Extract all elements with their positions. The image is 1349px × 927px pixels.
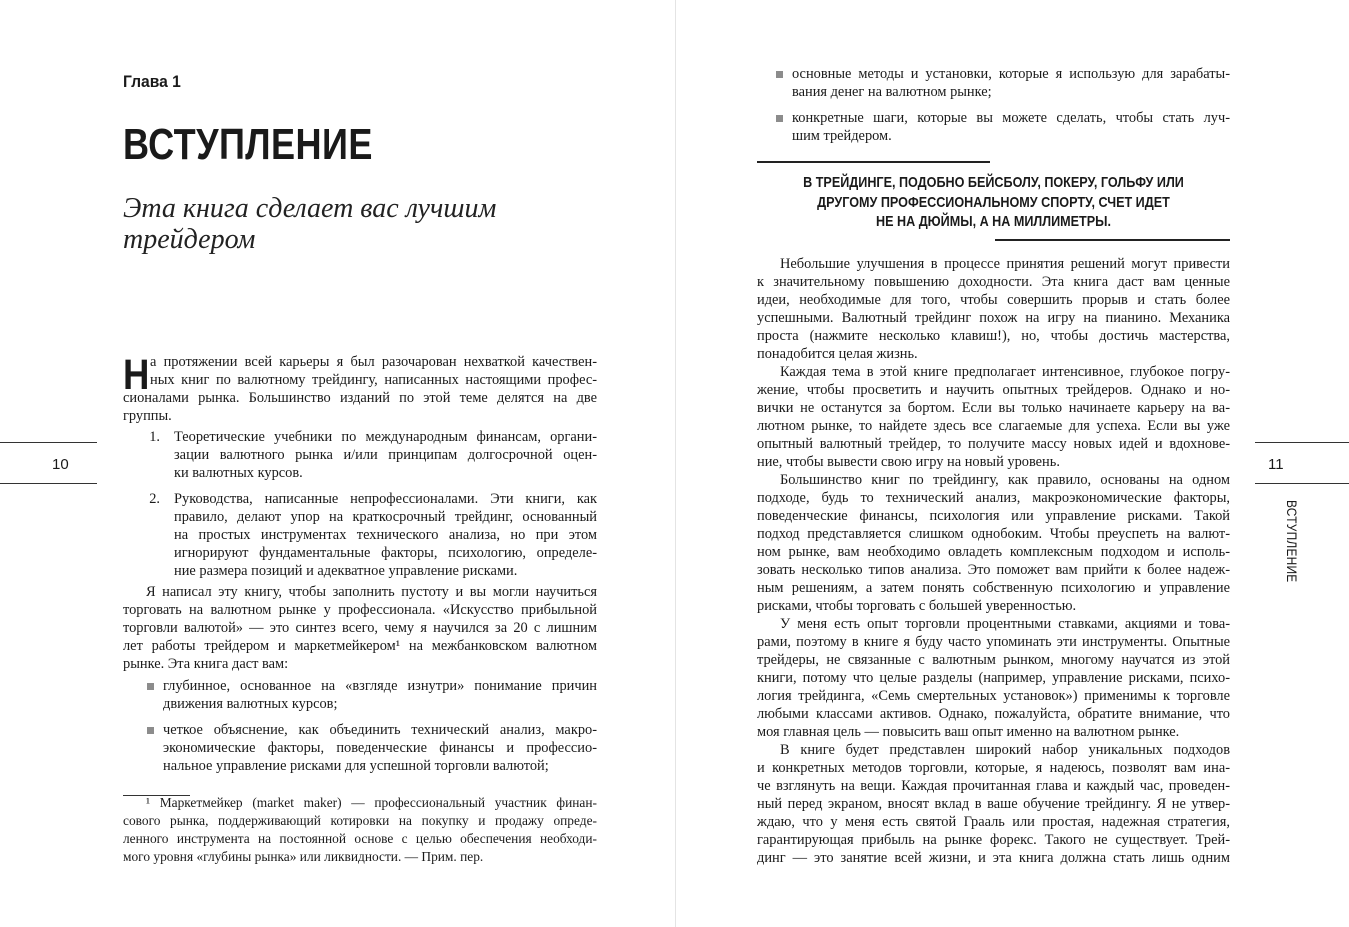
running-head: ВСТУПЛЕНИЕ (1284, 500, 1300, 583)
text-line: торговли валютой» — это синтез всего, чему я научился за 20 с лишним (123, 620, 597, 636)
text-line: проста (нажмите несколько клавиш!), но, чтобы достичь мастерства, (757, 328, 1230, 344)
text-line: че взглянуть на вещи. Каждая прочитанная глава и каждый час, проведен- (757, 778, 1230, 794)
text-line: динг — это занятие всей жизни, и эта книга должна стать лишь одним (757, 850, 1230, 866)
text-line: группы. (123, 408, 172, 424)
page-number: 10 (52, 456, 69, 473)
body-paragraph (757, 363, 1230, 471)
text-line: шим трейдером. (792, 128, 892, 144)
page-gutter (675, 0, 676, 927)
text-line: правило, делают упор на краткосрочный трейдинг, основанный (174, 509, 597, 525)
text-line: зовать несколько типов анализа. Это поможет вам прийти к более надеж- (757, 562, 1230, 578)
text-line: ки валютных курсов. (174, 465, 303, 481)
drop-cap: Н (123, 351, 150, 399)
bullet-list (776, 65, 1230, 145)
text-line: Теоретические учебники по международным финансам, органи- (174, 429, 597, 445)
bullet-list (147, 677, 597, 775)
text-line: сионалами рынка. Большинство изданий по этой теме делятся на две (123, 390, 597, 406)
page-number-rule-bottom (0, 483, 97, 484)
page-number-rule-bottom (1255, 483, 1349, 484)
text-line: глубинное, основанное на «взгляде изнутри» понимание причин (163, 678, 597, 694)
text-line: вички не останутся за бортом. Если вы только начинаете карьеру на ва- (757, 400, 1230, 416)
text-line: В книге будет представлен широкий набор уникальных подходов (780, 742, 1230, 758)
bullet-item (147, 721, 597, 775)
text-line: У меня есть опыт торговли процентными ставками, акциями и това- (780, 616, 1230, 632)
text-line: подход представляется слишком однобоким. Чтобы преуспеть на валют- (757, 526, 1230, 542)
bullet-item (147, 677, 597, 713)
text-line: жение, чтобы просветить и научить опытных трейдеров. Однако и но- (757, 382, 1230, 398)
text-line: ленного инструмента на постоянной основе с целью обеспечения необходи- (123, 831, 597, 846)
pull-quote-rule-top (757, 161, 990, 163)
text-line: на простых инструментах технического анализа, но при этом (174, 527, 597, 543)
text-line: Небольшие улучшения в процессе принятия решений могут привести (780, 256, 1230, 272)
text-line: ном рынке, вам необходимо овладеть комплексным подходом и исполь- (757, 544, 1230, 560)
text-line: понадобится целая жизнь. (757, 346, 918, 362)
numbered-list (150, 428, 597, 580)
text-line: моя главная цель — повысить ваш опыт именно на валютном рынке. (757, 724, 1180, 740)
page-number: 11 (1268, 456, 1284, 473)
text-line: лет работы трейдером и маркетмейкером¹ на межбанковском валютном (123, 638, 597, 654)
text-line: книги, потому что целые разделы (например, управление рисками, психо- (757, 670, 1230, 686)
pull-quote (795, 173, 1192, 232)
text-line: зации валютного рынка и/или принципам долгосрочной оцен- (174, 447, 597, 463)
text-line: движения валютных курсов; (163, 696, 338, 712)
bullet-item (776, 109, 1230, 145)
text-line: рынке. Эта книга даст вам: (123, 656, 289, 672)
text-line: экономические факторы, поведенческие финансы и профессио- (163, 740, 597, 756)
square-bullet-icon (776, 115, 783, 122)
bullet-item (776, 65, 1230, 101)
text-line: рами, поэтому в книге я буду часто упоминать эти инструменты. Опытные (757, 634, 1230, 650)
text-line: опытный валютный трейдер, то получите массу новых идей и вдохнове- (757, 436, 1230, 452)
intro-paragraph (123, 353, 597, 425)
text-line: игнорируют фундаментальные факторы, психологию, определе- (174, 545, 597, 561)
numbered-list-item (150, 490, 597, 580)
text-line: ние, чтобы вывести свою игру на новый уровень. (757, 454, 1060, 470)
text-line: Руководства, написанные непрофессионалами. Эти книги, как (174, 491, 597, 507)
text-line: Большинство книг по трейдингу, как правило, основаны на одном (780, 472, 1230, 488)
text-line: ние размера позиций и адекватное управление рисками. (174, 563, 518, 579)
chapter-label: Глава 1 (123, 72, 181, 91)
body-paragraph (757, 255, 1230, 363)
text-line: Я написал эту книгу, чтобы заполнить пустоту и вы могли научиться (146, 584, 597, 600)
pull-quote-rule-bottom (995, 239, 1230, 241)
page-number-rule-top (1255, 442, 1349, 443)
body-paragraph (757, 615, 1230, 741)
body-paragraph (757, 741, 1230, 867)
text-line: конкретные шаги, которые вы можете сделать, чтобы стать луч- (792, 110, 1230, 126)
text-line: ным решениям, а затем понять собственную психологию и управление (757, 580, 1230, 596)
subtitle-line: трейдером (123, 224, 256, 255)
footnote (123, 794, 597, 866)
text-line: Каждая тема в этой книге предполагает интенсивное, глубокое погру- (780, 364, 1230, 380)
text-line: поведенческие финансы, психология или управление рисками. Такой (757, 508, 1230, 524)
text-line: гарантирующая прибыль на рынке форекс. Такого не существует. Трей- (757, 832, 1230, 848)
text-line: торговать на валютном рынке у профессионала. «Искусство прибыльной (123, 602, 597, 618)
text-line: а протяжении всей карьеры я был разочарован нехваткой качествен- (150, 354, 597, 370)
text-line: четкое объяснение, как объединить технический анализ, макро- (163, 722, 597, 738)
list-number: 2. (149, 491, 160, 507)
text-line: основные методы и установки, которые я использую для зарабаты- (792, 66, 1230, 82)
subtitle-line: Эта книга сделает вас лучшим (123, 193, 497, 224)
text-line: к значительному повышению доходности. Эта книга даст вам ценные (757, 274, 1230, 290)
text-line: трейдеры, не связанные с валютным рынком, многому научатся из этой (757, 652, 1230, 668)
text-line: рисками, чтобы торговать с большей уверенностью. (757, 598, 1077, 614)
body-text (757, 255, 1230, 867)
list-number: 1. (149, 429, 160, 445)
text-line: и конкретных методов торговли, которые, я надеюсь, позволят вам ина- (757, 760, 1230, 776)
body-paragraph (757, 471, 1230, 615)
body-paragraph (123, 583, 597, 673)
pull-quote-line: В ТРЕЙДИНГЕ, ПОДОБНО БЕЙСБОЛУ, ПОКЕРУ, ГОЛЬФУ ИЛИ (803, 174, 1184, 191)
square-bullet-icon (776, 71, 783, 78)
numbered-list-item (150, 428, 597, 482)
text-line: сового рынка, поддерживающий котировки на покупку и продажу опреде- (123, 813, 597, 828)
text-line: идеи, необходимые для того, чтобы совершить прорыв и стать более (757, 292, 1230, 308)
page-number-rule-top (0, 442, 97, 443)
text-line: успешными. Валютный трейдинг похож на игру на пианино. Механика (757, 310, 1230, 326)
text-line: логия трейдинга, «Семь смертельных установок») применимы к торговле (757, 688, 1230, 704)
square-bullet-icon (147, 727, 154, 734)
text-line: ¹ Маркетмейкер (market maker) — профессиональный участник финан- (146, 795, 597, 810)
text-line: ных книг по валютному трейдингу, написанных настоящими профес- (150, 372, 597, 388)
text-line: ждаю, что у меня есть святой Грааль или простая, надежная стратегия, (757, 814, 1230, 830)
text-line: мого уровня «глубины рынка» или ликвидности. — Прим. пер. (123, 849, 484, 864)
chapter-title: ВСТУПЛЕНИЕ (123, 120, 373, 169)
text-line: подходе, будь то технический анализ, макроэкономические факторы, (757, 490, 1230, 506)
text-line: любыми классами активов. Однако, пожалуйста, обратите внимание, что (757, 706, 1230, 722)
text-line: нальное управление рисками для успешной торговли валютой; (163, 758, 549, 774)
text-line: лютном рынке, то найдете здесь все слагаемые для успеха. Если вы уже (757, 418, 1230, 434)
chapter-subtitle (123, 193, 496, 255)
text-line: вания денег на валютном рынке; (792, 84, 992, 100)
square-bullet-icon (147, 683, 154, 690)
pull-quote-line: НЕ НА ДЮЙМЫ, А НА МИЛЛИМЕТРЫ. (876, 213, 1111, 230)
pull-quote-line: ДРУГОМУ ПРОФЕССИОНАЛЬНОМУ СПОРТУ, СЧЕТ ИДЕТ (817, 193, 1170, 211)
text-line: ный перед экраном, вносят вклад в ваше обучение трейдингу. Я не утвер- (757, 796, 1230, 812)
